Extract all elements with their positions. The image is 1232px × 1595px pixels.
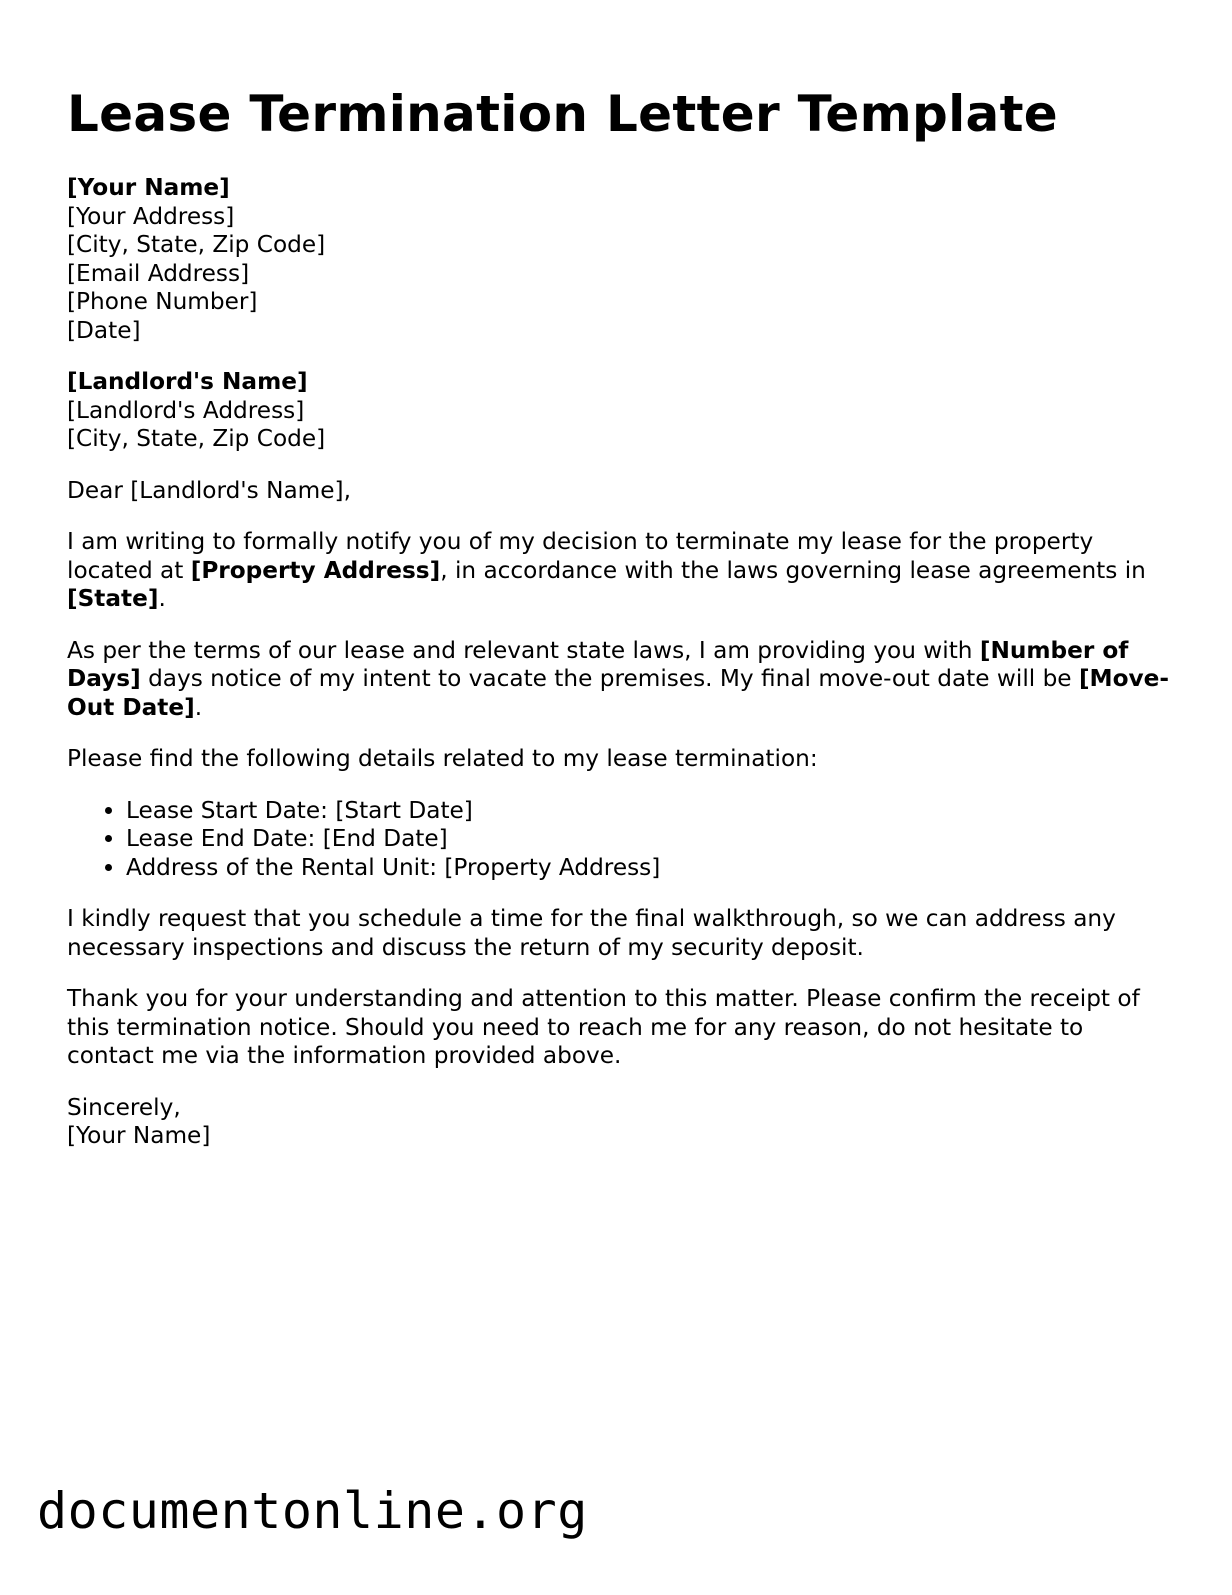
recipient-city-state-zip: [City, State, Zip Code]: [67, 425, 326, 452]
paragraph-days-text-1: As per the terms of our lease and relevant state laws, I am providing you with: [67, 636, 980, 664]
letter-body: [67, 174, 1177, 1151]
recipient-name: [Landlord's Name]: [67, 368, 308, 395]
details-list: [67, 797, 1177, 883]
paragraph-notice: [67, 528, 1177, 614]
paragraph-days-text-2: days notice of my intent to vacate the premises. My final move-out date will be: [140, 665, 1079, 692]
sender-phone: [Phone Number]: [67, 288, 258, 315]
sender-name: [Your Name]: [67, 174, 230, 201]
paragraph-notice-text-1: I am writing to formally notify you of my decision to terminate my lease for the property located at: [67, 528, 1094, 584]
list-item: • Lease End Date: [End Date]: [126, 825, 1177, 854]
paragraph-walkthrough: I kindly request that you schedule a time for the final walkthrough, so we can address any necessary inspections and discuss the return of my security deposit.: [67, 905, 1116, 961]
sender-block: [67, 174, 1177, 345]
page-title: Lease Termination Letter Template: [67, 85, 1059, 143]
sender-email: [Email Address]: [67, 259, 250, 287]
sender-address: [Your Address]: [67, 202, 235, 230]
paragraph-notice-text-3: .: [158, 585, 166, 612]
move-out-date-placeholder: [Move-Out Date]: [67, 665, 1170, 721]
paragraph-details-intro: Please find the following details related to my lease termination:: [67, 745, 818, 772]
property-address-placeholder: [Property Address]: [190, 556, 441, 584]
paragraph-days-notice: [67, 637, 1177, 723]
closing: Sincerely,: [67, 1093, 181, 1121]
paragraph-days-text-3: .: [194, 693, 203, 721]
number-of-days-placeholder: [Number of Days]: [67, 636, 1129, 692]
sender-city-state-zip: [City, State, Zip Code]: [67, 231, 326, 258]
salutation: Dear [Landlord's Name],: [67, 476, 351, 504]
state-placeholder: [State]: [67, 585, 159, 612]
recipient-address: [Landlord's Address]: [67, 396, 305, 424]
watermark: documentonline.org: [37, 1482, 588, 1540]
signature-name: [Your Name]: [67, 1122, 211, 1149]
letter-date: [Date]: [67, 316, 141, 344]
recipient-block: [67, 368, 1177, 454]
paragraph-notice-text-2: , in accordance with the laws governing lease agreements in: [440, 556, 1146, 584]
list-item: • Lease Start Date: [Start Date]: [126, 797, 1177, 826]
list-item: • Address of the Rental Unit: [Property Address]: [126, 854, 1177, 883]
paragraph-thanks: Thank you for your understanding and attention to this matter. Please confirm the receipt of this termination notice. Should you need to reach me for any reason, do not hesitate to contact me via the information provided above.: [67, 985, 1140, 1069]
closing-block: [67, 1094, 1177, 1151]
